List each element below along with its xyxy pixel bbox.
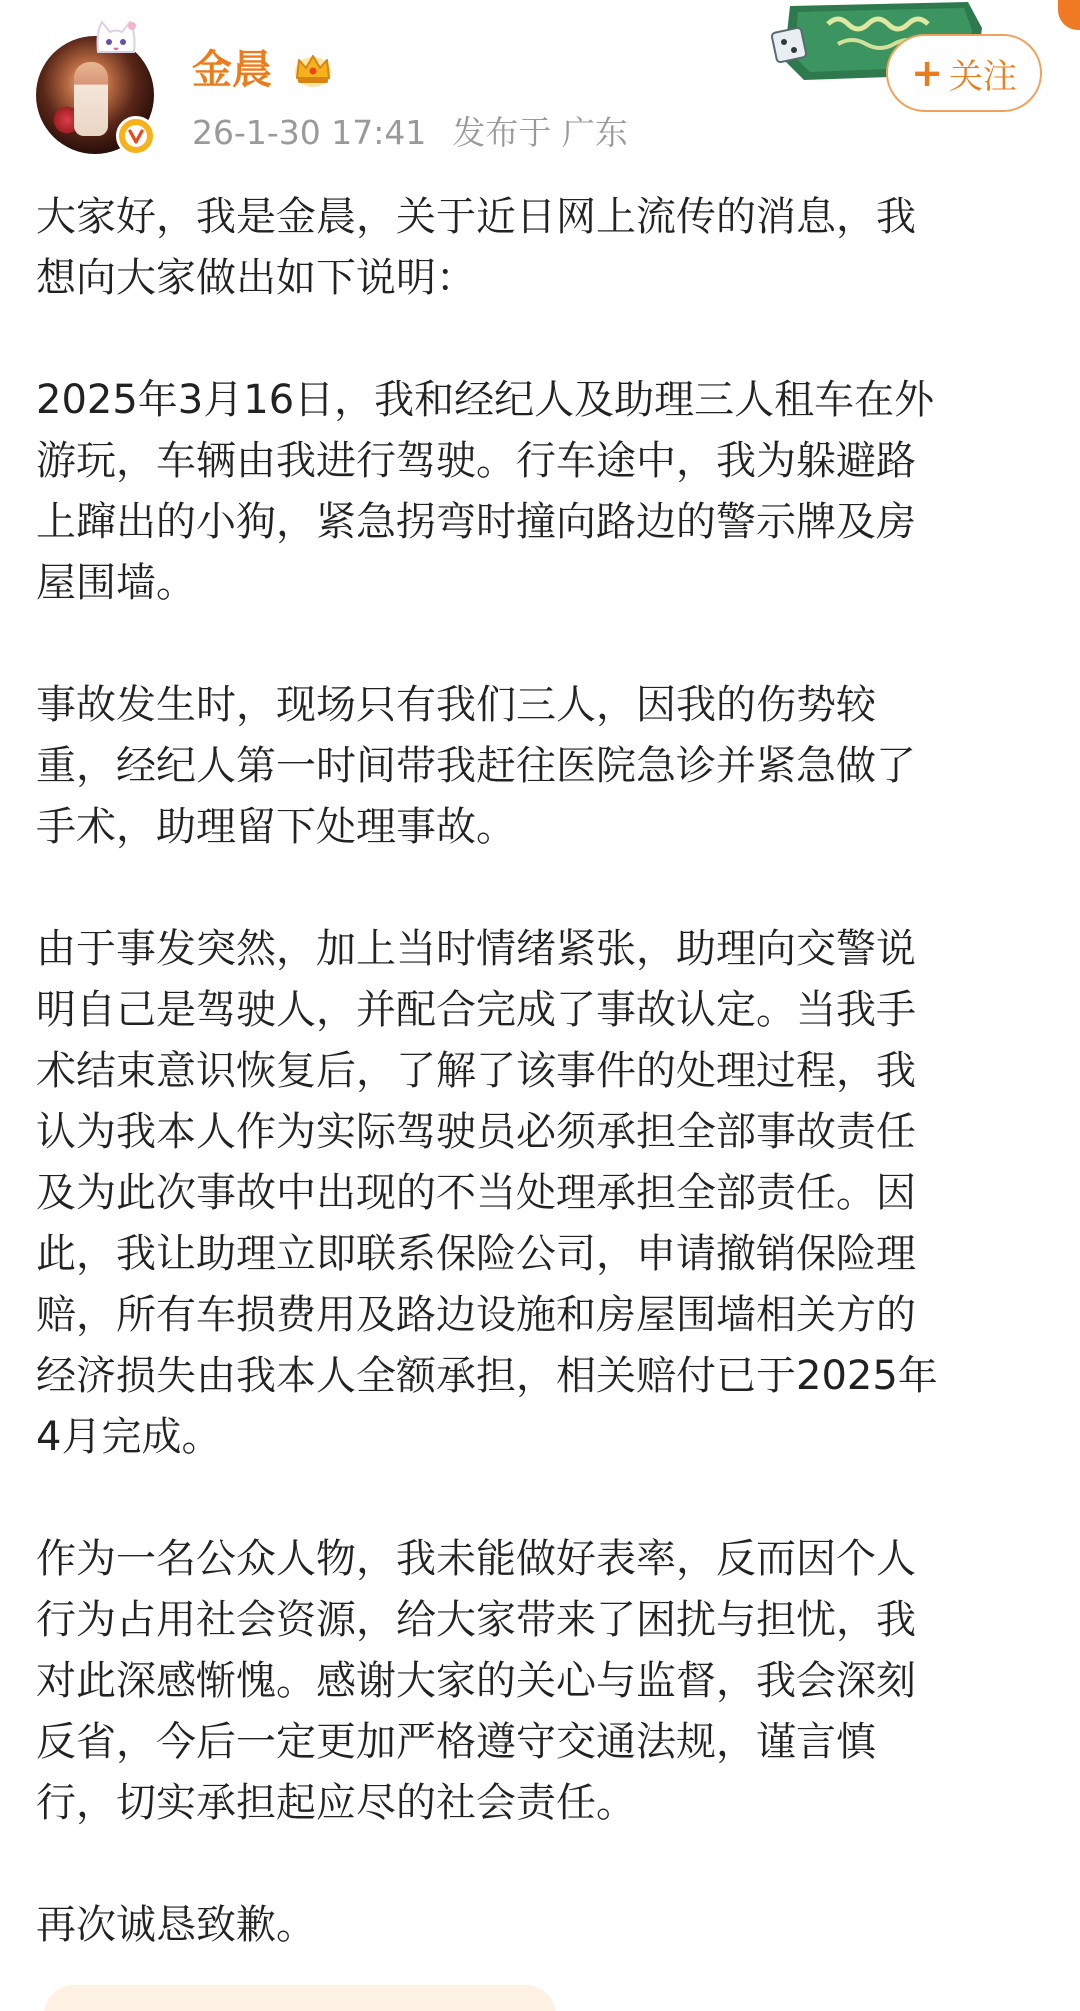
follow-button-label: 关注 — [948, 56, 1017, 97]
post-paragraph — [36, 675, 1046, 858]
post-line: 4月完成。 — [36, 1414, 222, 1460]
post-line: 明自己是驾驶人，并配合完成了事故认定。当我手 — [36, 987, 916, 1033]
crown-icon — [290, 46, 336, 90]
bottom-card-peek — [44, 1985, 556, 2011]
post-line: 赔，所有车损费用及路边设施和房屋围墙相关方的 — [36, 1292, 916, 1338]
post-date: 26-1-30 17:41 — [192, 113, 427, 152]
post-paragraph — [36, 1895, 1046, 1956]
verified-v-icon — [116, 116, 156, 156]
post-line: 此，我让助理立即联系保险公司，申请撤销保险理 — [36, 1231, 916, 1277]
post-paragraph — [36, 187, 1046, 309]
post-body — [36, 187, 1046, 2011]
post-line: 经济损失由我本人全额承担，相关赔付已于2025年 — [36, 1353, 938, 1399]
post-line: 2025年3月16日，我和经纪人及助理三人租车在外 — [36, 377, 935, 423]
post-line: 认为我本人作为实际驾驶员必须承担全部事故责任 — [36, 1109, 916, 1155]
post-line: 上蹿出的小狗，紧急拐弯时撞向路边的警示牌及房 — [36, 499, 916, 545]
post-line: 屋围墙。 — [36, 560, 196, 606]
post-line: 行，切实承担起应尽的社会责任。 — [36, 1780, 636, 1826]
plus-icon: + — [911, 51, 943, 95]
post-line: 想向大家做出如下说明： — [36, 255, 476, 301]
corner-accent — [1058, 0, 1080, 30]
post-paragraph — [36, 370, 1046, 614]
post-line: 大家好，我是金晨，关于近日网上流传的消息，我 — [36, 194, 916, 240]
post-line: 由于事发突然，加上当时情绪紧张，助理向交警说 — [36, 926, 916, 972]
author-name[interactable]: 金晨 — [192, 47, 272, 93]
avatar-figure — [74, 62, 108, 136]
post-meta — [192, 112, 654, 154]
follow-button[interactable] — [886, 34, 1042, 112]
post-line: 反省，今后一定更加严格遵守交通法规，谨言慎 — [36, 1719, 876, 1765]
post-line: 手术，助理留下处理事故。 — [36, 804, 516, 850]
post-line: 行为占用社会资源，给大家带来了困扰与担忧，我 — [36, 1597, 916, 1643]
post-line: 对此深感惭愧。感谢大家的关心与监督，我会深刻 — [36, 1658, 916, 1704]
post-line: 作为一名公众人物，我未能做好表率，反而因个人 — [36, 1536, 916, 1582]
post-line: 游玩，车辆由我进行驾驶。行车途中，我为躲避路 — [36, 438, 916, 484]
post-line: 再次诚恳致歉。 — [36, 1902, 316, 1948]
post-location: 发布于 广东 — [452, 113, 628, 152]
post-line: 重，经纪人第一时间带我赶往医院急诊并紧急做了 — [36, 743, 916, 789]
post-line: 术结束意识恢复后，了解了该事件的处理过程，我 — [36, 1048, 916, 1094]
avatar-cat-ornament-icon — [92, 18, 140, 58]
post-line: 及为此次事故中出现的不当处理承担全部责任。因 — [36, 1170, 916, 1216]
post-paragraph — [36, 919, 1046, 1468]
post-line: 事故发生时，现场只有我们三人，因我的伤势较 — [36, 682, 876, 728]
post-paragraph — [36, 1529, 1046, 1834]
